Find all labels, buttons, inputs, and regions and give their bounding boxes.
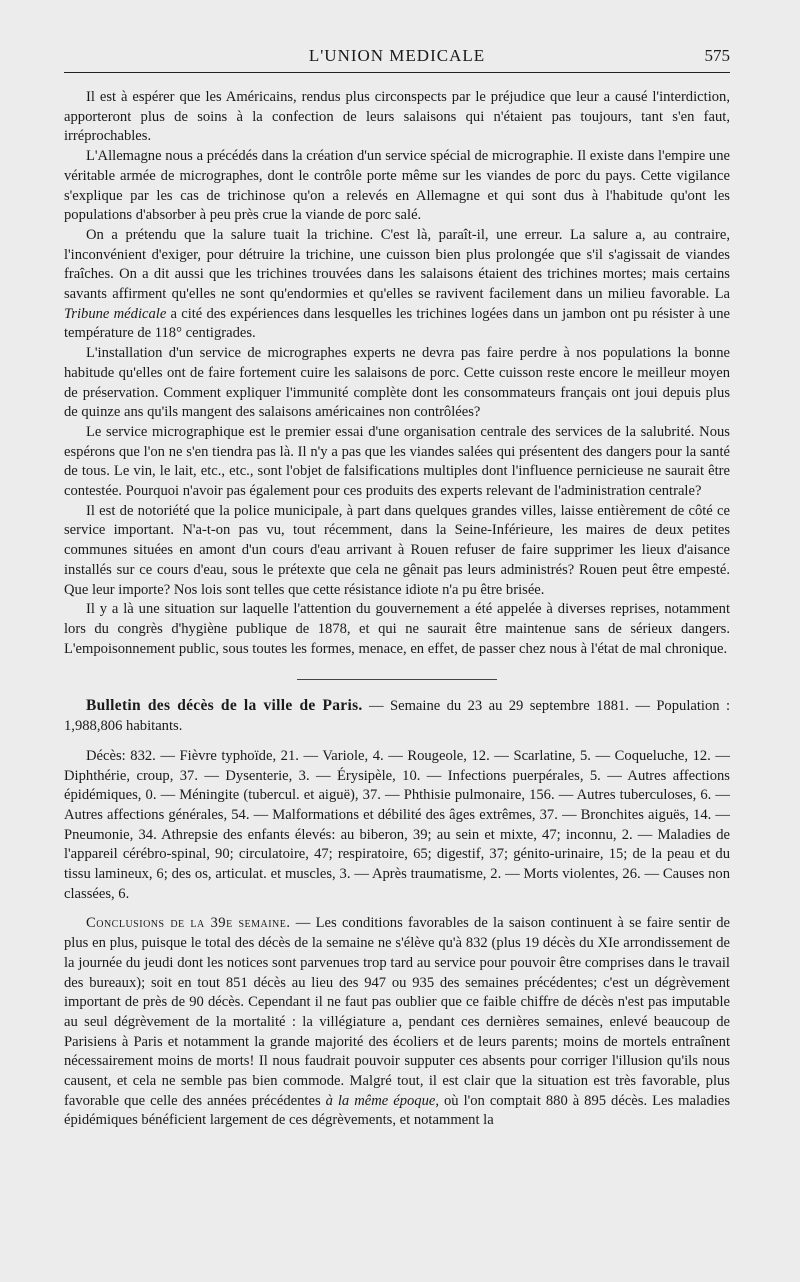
header-rule: [64, 72, 730, 73]
paragraph: Il est de notoriété que la police municipale, à part dans quelques grandes villes, laisse entièrement de côté ce service important. N'a-t-on pas vu, tout récemment, dans la Seine-Inférieure, les maires de deux petites communes situées en amont d'un cours d'eau arrivant à Rouen refuser de faire supprimer les lieux d'aisance installés sur ce cours d'eau, sous le prétexte que cela ne gênait pas leurs administrés? Rouen peut être empesté. Que leur importe? Nos lois sont telles que cette résistance idiote n'a pu être brisée.: [64, 502, 730, 598]
bulletin-subtitle: — Semaine du 23 au 29 septembre 1881. — Population : 1,988,806 habitants.: [64, 698, 731, 735]
conclusions-text: , où l'on comptait 880 à 895 décès. Les maladies épidémiques bénéficient largement de ces dégrèvements, et notamment la: [64, 1092, 730, 1129]
conclusions-emphasis: à la même époque: [325, 1092, 436, 1109]
paragraph-text: On a prétendu que la salure tuait la trichine. C'est là, paraît-il, une erreur. La salure a, au contraire, l'inconvénient d'exiger, pour détruire la trichine, une cuisson bien plus prolongée que s'il s'agissait de viandes fraîches. On a dit aussi que les trichines trouvées dans les salaisons étaient des trichines mortes; mais certains savants affirment qu'elles ne sont qu'endormies et qu'elles se ravivent facilement dans un milieu favorable. La: [64, 226, 730, 303]
journal-title: Tribune médicale: [64, 305, 167, 322]
paragraph: L'installation d'un service de micrographes experts ne devra pas faire perdre à nos populations la bonne habitude qu'elles ont de faire fortement cuire les salaisons de porc. Cette cuisson reste encore le meilleur moyen de préservation. Comment expliquer l'immunité complète dont les consommateurs français ont joui depuis plus de quinze ans qu'ils mangent des salaisons américaines non contrôlées?: [64, 345, 730, 421]
conclusions-label: Conclusions de la 39e semaine.: [86, 915, 291, 932]
paragraph: Il est à espérer que les Américains, rendus plus circonspects par le préjudice que leur a causé l'interdiction, apporteront plus de soins à la confection de leurs salaisons qui n'étaient pas toujours, tant s'en faut, irréprochables.: [64, 89, 730, 145]
deaths-summary: Décès: 832. — Fièvre typhoïde, 21. — Variole, 4. — Rougeole, 12. — Scarlatine, 5. — Coqueluche, 12. — Diphthérie, croup, 37. — Dysenterie, 3. — Érysipèle, 10. — Infections puerpérales, 5. — Autres affections épidémiques, 0. — Méningite (tubercul. et aiguë), 37. — Phthisie pulmonaire, 156. — Autres tuberculoses, 6. — Autres affections générales, 54. — Malformations et débilité des âges extrêmes, 37. — Bronchites aiguës, 14. — Pneumonie, 34. Athrepsie des enfants élevés: au biberon, 39; au sein et mixte, 47; inconnu, 2. — Maladies de l'appareil cérébro-spinal, 90; circulatoire, 47; respiratoire, 65; digestif, 37; génito-urinaire, 15; de la peau et du tissu lamineux, 6; des os, articulat. et muscles, 3. — Après traumatisme, 2. — Morts violentes, 26. — Causes non classées, 6.: [64, 747, 730, 902]
paragraph: [64, 226, 730, 344]
bulletin-title: Bulletin des décès de la ville de Paris.: [86, 697, 363, 715]
article-body: [64, 88, 730, 1131]
paragraph: Il y a là une situation sur laquelle l'attention du gouvernement a été appelée à diverses reprises, notamment lors du congrès d'hygiène publique de 1878, et qui ne saurait être maintenue sans de sérieux dangers. L'empoisonnement public, sous toutes les formes, menace, en effet, de passer chez nous à l'état de mal chronique.: [64, 601, 730, 657]
conclusions-text: — Les conditions favorables de la saison continuent à se faire sentir de plus en plus, puisque le total des décès de la semaine ne s'élève qu'à 832 (plus 19 décès du XIe arrondissement de la journée du jeudi dont les notices sont parvenues trop tard au service pour pouvoir être comprises dans le travail des bureaux); soit en tout 851 décès au lieu des 947 ou 935 des semaines précédentes; c'est un dégrèvement important de près de 90 décès. Cependant il ne faut pas oublier que ce faible chiffre de décès n'est pas imputable au seul dégrèvement de la mortalité : la villégiature a, pendant ces dernières semaines, enlevé beaucoup de Parisiens à Paris et notamment la grande majorité des écoliers et de leurs parents; moins de mortels entraînent nécessairement moins de morts! Il nous faudrait pouvoir supputer ces absents pour corriger l'illusion qu'ils nous causent, et cela ne semble pas bien commode. Malgré tout, il est clair que la situation est très favorable, plus favorable que celle des années précédentes: [64, 915, 730, 1109]
conclusions-paragraph: [64, 914, 730, 1131]
spacer: [64, 904, 730, 914]
page-number: 575: [704, 46, 730, 65]
paragraph: L'Allemagne nous a précédés dans la création d'un service spécial de micrographie. Il existe dans l'empire une véritable armée de micrographes, dont le contrôle porte même sur les viandes de porc du pays. Cette vigilance s'explique par les cas de trichinose qu'on a relevés en Allemagne et qui sont dus à l'habitude qu'ont les populations d'absorber à peu près crue la viande de porc salé.: [64, 148, 730, 224]
bulletin-heading: [64, 696, 730, 736]
section-divider: [297, 679, 497, 680]
spacer: [64, 737, 730, 747]
paragraph-text: a cité des expériences dans lesquelles les trichines logées dans un jambon ont pu résister à une température de 118° centigrades.: [64, 305, 730, 342]
running-title: L'UNION MEDICALE: [308, 46, 486, 65]
paragraph: Le service micrographique est le premier essai d'une organisation centrale des services de la salubrité. Nous espérons que l'on ne s'en tiendra pas là. Il n'y a pas que les viandes salées qui présentent des dangers pour la santé de tous. Le vin, le lait, etc., etc., sont l'objet de falsifications multiples dont l'influence pernicieuse ne saurait être contestée. Pourquoi n'avoir pas également pour ces produits des experts relevant de l'administration centrale?: [64, 423, 730, 500]
page-header: [64, 44, 730, 70]
